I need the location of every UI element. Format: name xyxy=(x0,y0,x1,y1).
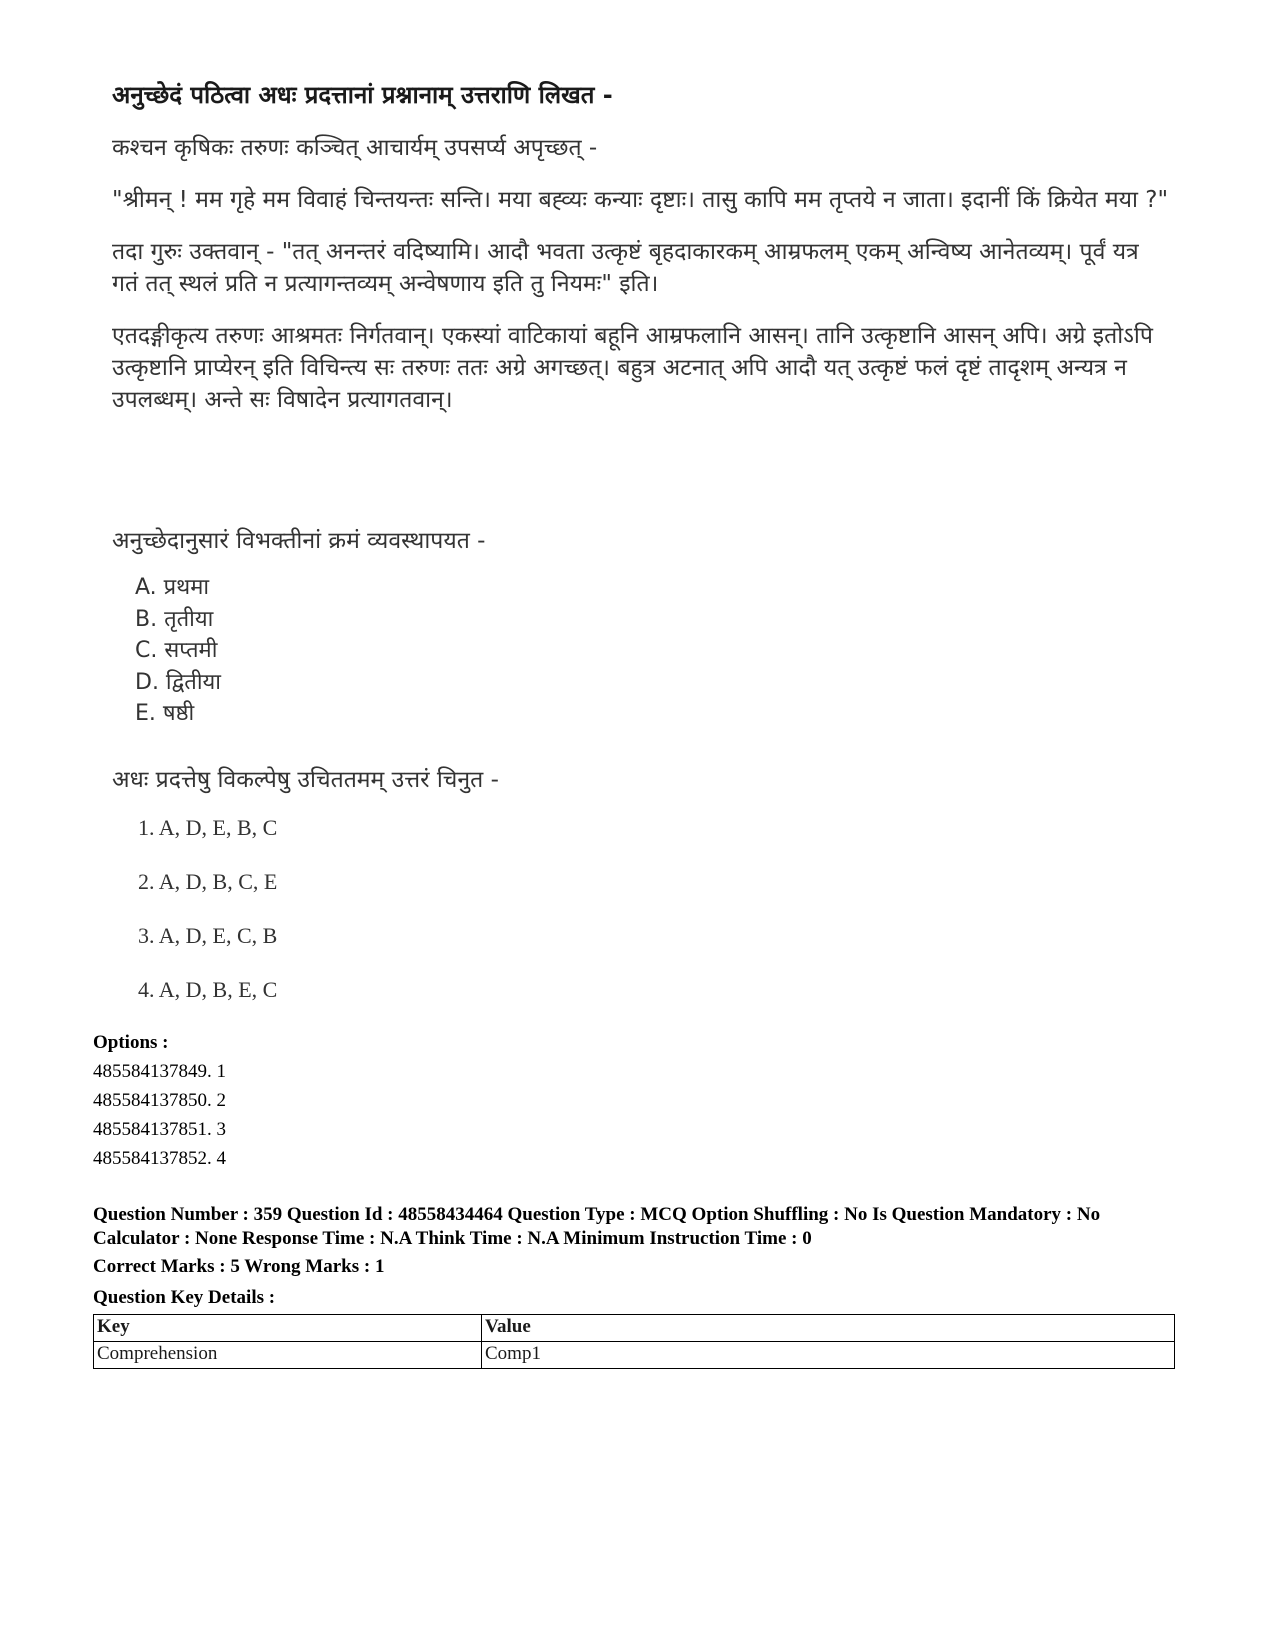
options-block xyxy=(93,1028,226,1173)
option-id-1: 485584137849. 1 xyxy=(93,1061,226,1082)
answer-choice-4: 4. A, D, B, E, C xyxy=(138,977,278,1002)
sequence-item-c: C. सप्तमी xyxy=(135,638,218,663)
question-stem: अनुच्छेदानुसारं विभक्तीनां क्रमं व्यवस्थापयत - xyxy=(112,528,486,554)
passage-quote-1: "श्रीमन् ! मम गृहे मम विवाहं चिन्तयन्तः सन्ति। मया बह्व्यः कन्याः दृष्टाः। तासु कापि मम तृप्तये न जाता। इदानीं किं क्रियेत मया ?" xyxy=(112,187,1169,213)
table-row xyxy=(94,1342,1175,1369)
answer-choice-2: 2. A, D, B, C, E xyxy=(138,869,278,894)
answer-choices xyxy=(138,815,277,1031)
table-header-row xyxy=(94,1315,1175,1342)
sequence-item-a: A. प्रथमा xyxy=(135,575,210,600)
passage-quote-2: तदा गुरुः उक्तवान् - "तत् अनन्तरं वदिष्यामि। आदौ भवता उत्कृष्टं बृहदाकारकम् आम्रफलम् एकम् अन्विष्य आनेतव्यम्। पूर्वं यत्र गतं तत् स्थलं प्रति न प्रत्यागन्तव्यम् अन्वेषणाय इति तु नियमः" इति। xyxy=(112,239,1139,297)
option-id-4: 485584137852. 4 xyxy=(93,1148,226,1169)
passage-heading: अनुच्छेदं पठित्वा अधः प्रदत्तानां प्रश्नानाम् उत्तराणि लिखत - xyxy=(112,81,613,109)
table-header-value: Value xyxy=(482,1315,1175,1342)
table-cell-key: Comprehension xyxy=(94,1342,482,1369)
question-marks: Correct Marks : 5 Wrong Marks : 1 xyxy=(93,1256,385,1277)
key-details-table xyxy=(93,1314,1175,1369)
option-id-3: 485584137851. 3 xyxy=(93,1119,226,1140)
key-details-label: Question Key Details : xyxy=(93,1287,276,1308)
sequence-item-d: D. द्वितीया xyxy=(135,669,221,695)
sequence-items xyxy=(135,572,221,730)
answer-choice-3: 3. A, D, E, C, B xyxy=(138,923,278,948)
passage-narrative: एतदङ्गीकृत्य तरुणः आश्रमतः निर्गतवान्। एकस्यां वाटिकायां बहूनि आम्रफलानि आसन्। तानि उत्कृष्टानि आसन् अपि। अग्रे इतोऽपि उत्कृष्टानि प्राप्येरन् इति विचिन्त्य सः तरुणः ततः अग्रे अगच्छत्। बहुत्र अटनात् अपि आदौ यत् उत्कृष्टं फलं दृष्टं तादृशम् अन्यत्र न उपलब्धम्। अन्ते सः विषादेन प्रत्यागतवान्। xyxy=(112,323,1153,413)
passage-intro: कश्चन कृषिकः तरुणः कञ्चित् आचार्यम् उपसर्प्य अपृच्छत् - xyxy=(112,135,598,161)
answer-choice-1: 1. A, D, E, B, C xyxy=(138,815,278,840)
passage-section xyxy=(112,78,1172,436)
options-label: Options : xyxy=(93,1032,169,1053)
table-header-key: Key xyxy=(94,1315,482,1342)
sequence-item-b: B. तृतीया xyxy=(135,606,214,632)
sequence-item-e: E. षष्ठी xyxy=(135,701,195,726)
table-cell-value: Comp1 xyxy=(482,1342,1175,1369)
question-instruction: अधः प्रदत्तेषु विकल्पेषु उचिततमम् उत्तरं चिनुत - xyxy=(112,767,499,793)
option-id-2: 485584137850. 2 xyxy=(93,1090,226,1111)
question-details: Question Number : 359 Question Id : 48558434464 Question Type : MCQ Option Shuffling : No Is Question Mandatory : No Calculator : None Response Time : N.A Think Time : N.A Minimum Instruction Time : 0 xyxy=(93,1204,1101,1249)
